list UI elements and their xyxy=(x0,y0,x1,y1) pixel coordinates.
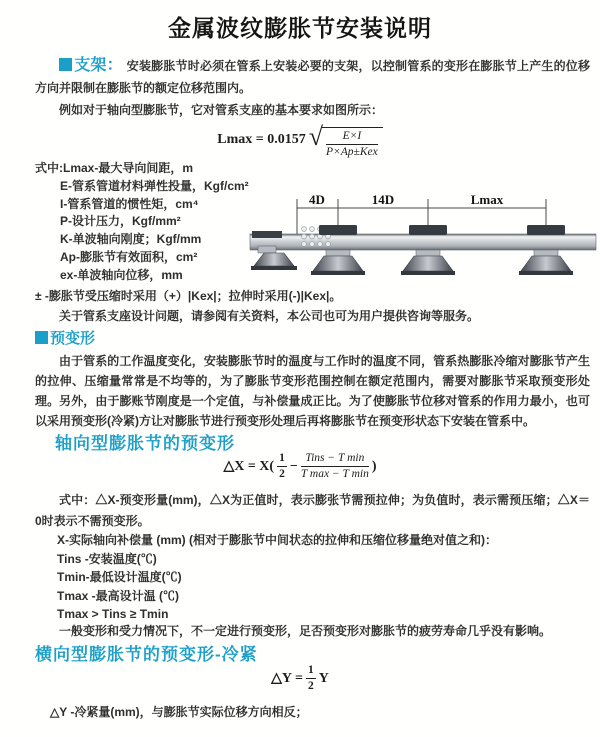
fraction-numerator: 1 xyxy=(277,452,287,467)
definition-line: P-设计压力，Kgf/mm² xyxy=(60,214,181,229)
definition-line: K-单波轴向刚度；Kgf/mm xyxy=(60,232,202,247)
support-intro-text: 安装膨胀节时必须在管系上安装必要的支架，以控制管系的变形在膨胀节上产生的位移方向并限制在膨胀节的额定位移范围内。 xyxy=(35,59,590,95)
fraction-numerator: Tins − T min xyxy=(301,452,369,467)
section-square-icon xyxy=(35,331,48,344)
definition-line: 式中:Lmax-最大导向间距，m xyxy=(35,161,194,175)
definition-line: ex-单波轴向位移，mm xyxy=(60,267,183,282)
fraction-denominator: 2 xyxy=(279,468,285,481)
dimension-label-4d: 4D xyxy=(309,192,325,207)
formula-lmax-lhs: Lmax = 0.0157 xyxy=(217,132,306,148)
support-example-paragraph: 例如对于轴向型膨胀节，它对管系支座的基本要求如图所示： xyxy=(59,103,384,117)
fraction-numerator: 1 xyxy=(306,664,316,679)
axial-predeform-heading: 轴向型膨胀节的预变形 xyxy=(55,434,235,453)
fraction-numerator: E×I xyxy=(326,130,378,145)
temperature-line: Tmax > Tins ≥ Tmin xyxy=(57,607,169,622)
definition-line: E-管系管道材料弹性投量，Kgf/cm² xyxy=(60,178,249,193)
temperature-line: Tmax -最高设计温 (℃) xyxy=(57,588,180,603)
definition-line: I-管系管道的惯性矩，cm⁴ xyxy=(60,196,199,211)
formula-lmax xyxy=(0,120,600,160)
x-definition-line: X-实际轴向补偿量 (mm) (相对于膨胀节中间状态的拉伸和压缩位移量绝对值之和)： xyxy=(57,533,497,547)
temperature-line: Tins -安装温度(℃) xyxy=(57,552,157,566)
support-section-label: 支架： xyxy=(74,57,123,74)
fraction-denominator: 2 xyxy=(307,680,314,693)
minus-operator: − xyxy=(289,458,298,474)
dimension-label-lmax: Lmax xyxy=(470,192,504,207)
plus-minus-note: ± -膨胀节受压缩时采用（+）|Kex|；拉伸时采用(-)|Kex|。 xyxy=(35,289,342,303)
consulting-note: 关于管系支座设计问题，请参阅有关资料，本公司也可为用户提供咨询等服务。 xyxy=(59,309,480,323)
section-square-icon xyxy=(59,58,72,71)
support-section xyxy=(35,55,590,121)
predeform-section-heading xyxy=(35,327,95,348)
definition-line: Ap-膨胀节有效面积，cm² xyxy=(60,249,198,264)
temperature-definitions-list xyxy=(57,550,182,624)
fraction-denominator: T max − T min xyxy=(300,468,369,481)
formula-delta-y xyxy=(0,664,600,693)
axial-note-paragraph: 一般变形和受力情况下，不一定进行预变形，足否预变形对膨胀节的疲劳寿命几乎没有影响。 xyxy=(59,624,552,638)
radical-symbol-icon: √ xyxy=(308,122,323,151)
page-title: 金属波纹膨胀节安装说明 xyxy=(168,15,432,41)
formula-lmax-fraction xyxy=(326,130,378,159)
formula-dy-lhs: △Y = xyxy=(271,671,303,687)
delta-y-note: △Y -冷紧量(mm)，与膨胀节实际位移方向相反； xyxy=(50,705,308,719)
pipe-support-diagram xyxy=(246,190,598,290)
lateral-predeform-heading: 横向型膨胀节的预变形-冷紧 xyxy=(35,645,258,664)
fraction-denominator: P×Ap±Kex xyxy=(326,146,378,159)
one-half-fraction xyxy=(306,664,316,693)
predeform-section-label: 预变形 xyxy=(50,330,96,347)
temperature-line: Tmin-最低设计温度(℃) xyxy=(57,570,182,585)
axial-explain-paragraph: 式中：△X-预变形量(mm)，△X为正值时，表示膨张节需预拉伸；为负值时，表示需预压缩；△X＝0时表示不需预变形。 xyxy=(35,493,590,528)
formula-dx-lhs: △X = X( xyxy=(223,459,275,475)
dimension-label-14d: 14D xyxy=(371,192,395,207)
formula-dx-rhs: ) xyxy=(371,458,377,474)
formula-delta-x xyxy=(0,452,600,481)
radicand xyxy=(321,127,383,160)
support-intro-paragraph xyxy=(35,55,590,99)
one-half-fraction xyxy=(277,452,287,481)
temperature-fraction xyxy=(301,452,369,481)
formula-dy-rhs: Y xyxy=(318,670,329,686)
sqrt-radical xyxy=(309,120,383,160)
predeform-body-paragraph: 由于管系的工作温度变化，安装膨胀节时的温度与工作时的温度不同，管系热膨胀冷缩对膨胀节产生的拉伸、压缩量常常是不均等的，为了膨胀节变形范围控制在额定范围内，需要对膨胀节采取预变形处理。另外，由于膨账节刚度是一个定值，与补偿量成正比。为了使膨胀节位移对管系的作用力最小，也可以采用预变形(冷紧)方让对膨胀节进行预变形处理后再将膨胀节在预变形状态下安装在管系中。 xyxy=(35,354,590,428)
